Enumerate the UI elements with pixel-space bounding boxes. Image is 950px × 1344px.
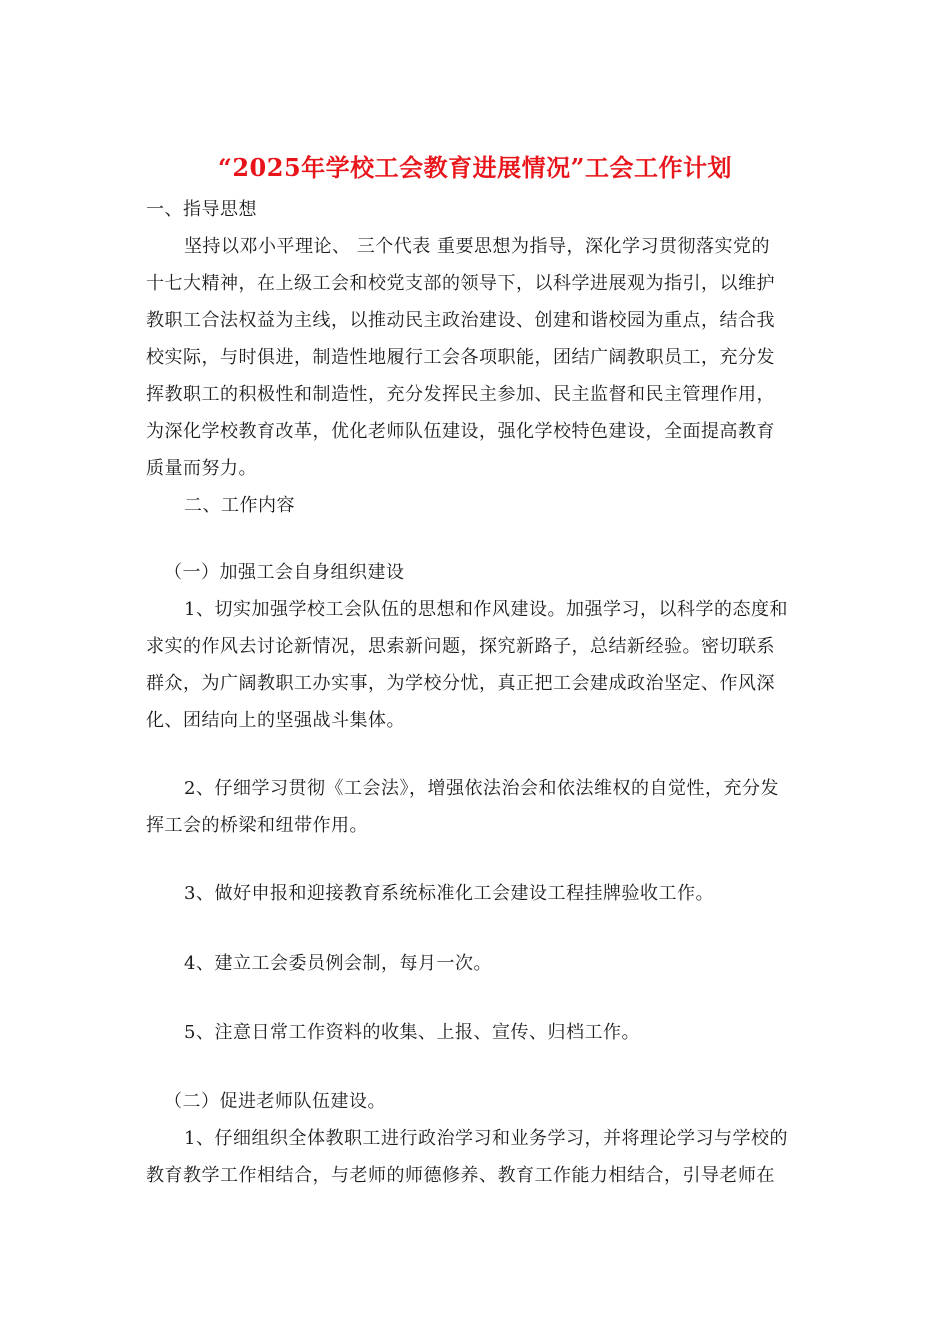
paragraph-line: 1、仔细组织全体教职工进行政治学习和业务学习，并将理论学习与学校的 xyxy=(184,1128,788,1149)
subsection-heading-organization: （一）加强工会自身组织建设 xyxy=(164,562,405,583)
paragraph-line: 1、切实加强学校工会队伍的思想和作风建设。加强学习，以科学的态度和 xyxy=(184,599,788,620)
paragraph-line: 教育教学工作相结合，与老师的师德修养、教育工作能力相结合，引导老师在 xyxy=(146,1165,775,1186)
paragraph-line: 5、注意日常工作资料的收集、上报、宣传、归档工作。 xyxy=(184,1022,640,1043)
paragraph-line: 化、团结向上的坚强战斗集体。 xyxy=(146,710,405,731)
paragraph-line: 挥工会的桥梁和纽带作用。 xyxy=(146,815,368,836)
paragraph-line: 坚持以邓小平理论、 三个代表 重要思想为指导，深化学习贯彻落实党的 xyxy=(184,236,770,257)
paragraph-line: 2、仔细学习贯彻《工会法》，增强依法治会和依法维权的自觉性，充分发 xyxy=(184,778,779,799)
paragraph-line: 教职工合法权益为主线，以推动民主政治建设、创建和谐校园为重点，结合我 xyxy=(146,310,775,331)
paragraph-line: 挥教职工的积极性和制造性，充分发挥民主参加、民主监督和民主管理作用， xyxy=(146,384,775,405)
section-heading-work-content: 二、工作内容 xyxy=(184,495,295,516)
paragraph-line: 校实际，与时俱进，制造性地履行工会各项职能，团结广阔教职员工，充分发 xyxy=(146,347,775,368)
paragraph-line: 质量而努力。 xyxy=(146,458,257,479)
paragraph-line: 4、建立工会委员例会制，每月一次。 xyxy=(184,953,492,974)
subsection-heading-teacher-team: （二）促进老师队伍建设。 xyxy=(164,1091,386,1112)
document-title: “2025年学校工会教育进展情况”工会工作计划 xyxy=(218,153,732,182)
paragraph-line: 为深化学校教育改革，优化老师队伍建设，强化学校特色建设，全面提高教育 xyxy=(146,421,775,442)
section-heading-guiding-ideology: 一、指导思想 xyxy=(146,199,257,220)
paragraph-line: 3、做好申报和迎接教育系统标准化工会建设工程挂牌验收工作。 xyxy=(184,883,714,904)
paragraph-line: 十七大精神，在上级工会和校党支部的领导下，以科学进展观为指引，以维护 xyxy=(146,273,775,294)
paragraph-line: 求实的作风去讨论新情况，思索新问题，探究新路子，总结新经验。密切联系 xyxy=(146,636,775,657)
paragraph-line: 群众，为广阔教职工办实事，为学校分忧，真正把工会建成政治坚定、作风深 xyxy=(146,673,775,694)
